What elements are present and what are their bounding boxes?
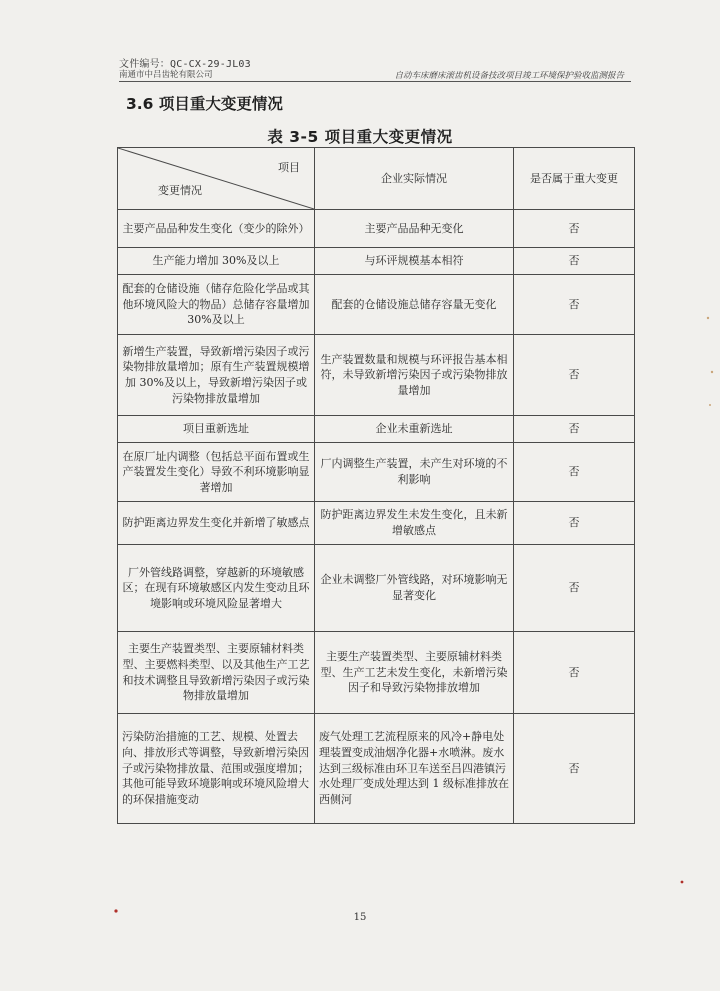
row-item: 污染防治措施的工艺、规模、处置去向、排放形式等调整，导致新增污染因子或污染物排放量、范围或强度增加；其他可能导致环境影响或环境风险增大的环保措施变动 [118, 714, 315, 824]
row-actual: 厂内调整生产装置，未产生对环境的不利影响 [315, 443, 514, 502]
row-major: 否 [514, 275, 635, 335]
row-major: 否 [514, 335, 635, 416]
row-item: 生产能力增加 30%及以上 [118, 248, 315, 275]
row-actual: 配套的仓储设施总储存容量无变化 [315, 275, 514, 335]
row-major: 否 [514, 545, 635, 632]
row-major: 否 [514, 416, 635, 443]
row-item: 主要产品品种发生变化（变少的除外） [118, 210, 315, 248]
row-actual: 生产装置数量和规模与环评报告基本相符，未导致新增污染因子或污染物排放量增加 [315, 335, 514, 416]
row-actual: 企业未重新选址 [315, 416, 514, 443]
row-actual: 主要产品品种无变化 [315, 210, 514, 248]
company-name: 南通市中吕齿轮有限公司 [119, 70, 213, 80]
row-major: 否 [514, 714, 635, 824]
row-major: 否 [514, 443, 635, 502]
row-item: 配套的仓储设施（储存危险化学品或其他环境风险大的物品）总储存容量增加 30%及以上 [118, 275, 315, 335]
report-name: 自动车床磨床滚齿机设备技改项目竣工环境保护验收监测报告 [394, 71, 624, 81]
row-item: 防护距离边界发生变化并新增了敏感点 [118, 502, 315, 545]
header-actual-situation: 企业实际情况 [315, 148, 514, 210]
header-is-major-change: 是否属于重大变更 [514, 148, 635, 210]
row-major: 否 [514, 210, 635, 248]
row-actual: 与环评规模基本相符 [315, 248, 514, 275]
section-title: 3.6 项目重大变更情况 [126, 95, 283, 113]
header-item-label: 项目 [278, 161, 300, 174]
row-actual: 废气处理工艺流程原来的风冷+静电处理装置变成油烟净化器+水喷淋。废水达到三级标准由环卫车送至吕四港镇污水处理厂变成处理达到 1 级标准排放在西侧河 [315, 714, 514, 824]
row-actual: 企业未调整厂外管线路，对环境影响无显著变化 [315, 545, 514, 632]
row-major: 否 [514, 502, 635, 545]
row-item: 项目重新选址 [118, 416, 315, 443]
row-item: 主要生产装置类型、主要原辅材料类型、主要燃料类型、以及其他生产工艺和技术调整且导致新增污染因子或污染物排放量增加 [118, 632, 315, 714]
row-item: 新增生产装置，导致新增污染因子或污染物排放量增加；原有生产装置规模增加 30%及以上，导致新增污染因子或污染物排放量增加 [118, 335, 315, 416]
page-number: 15 [353, 912, 367, 923]
row-item: 在原厂址内调整（包括总平面布置或生产装置发生变化）导致不利环境影响显著增加 [118, 443, 315, 502]
row-major: 否 [514, 248, 635, 275]
header-change-label: 变更情况 [158, 184, 202, 198]
table-title: 表 3-5 项目重大变更情况 [267, 128, 453, 146]
row-actual: 防护距离边界发生未发生变化，且未新增敏感点 [315, 502, 514, 545]
row-major: 否 [514, 632, 635, 714]
row-actual: 主要生产装置类型、主要原辅材料类型、生产工艺未发生变化，未新增污染因子和导致污染物排放增加 [315, 632, 514, 714]
row-item: 厂外管线路调整，穿越新的环境敏感区；在现有环境敏感区内发生变动且环境影响或环境风险显著增大 [118, 545, 315, 632]
document-code: 文件编号：QC-CX-29-JL03 [119, 59, 251, 70]
